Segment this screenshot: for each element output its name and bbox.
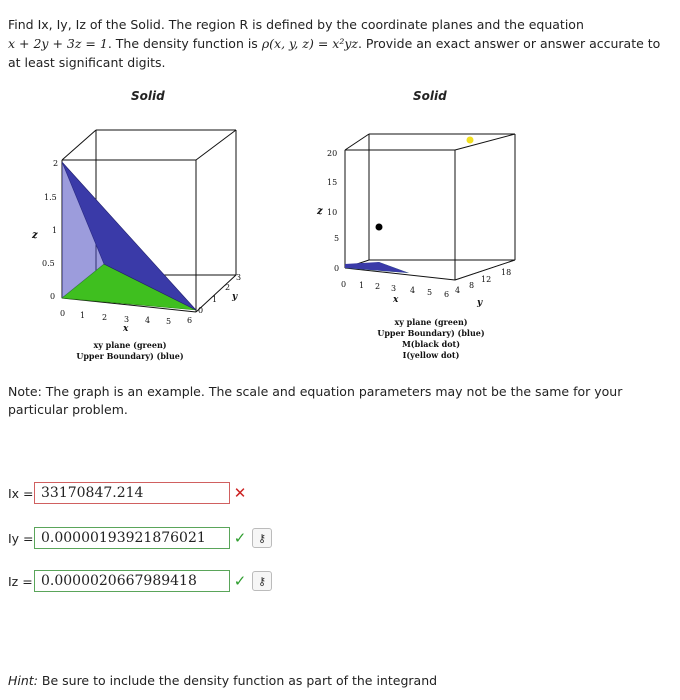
- left-legend-line-1: xy plane (green): [93, 340, 167, 350]
- right-legend-line-4: I(yellow dot): [402, 350, 460, 360]
- right-x-tick: 2: [375, 282, 381, 291]
- left-z-tick: 1.5: [44, 193, 57, 202]
- right-y-tick: 8: [469, 281, 475, 290]
- left-y-tick: 3: [236, 273, 242, 282]
- left-z-tick: 0: [50, 292, 56, 301]
- answer-row-ix: [8, 480, 250, 506]
- right-y-tick: 4: [455, 286, 461, 295]
- left-x-tick: 2: [102, 313, 108, 322]
- black-dot-icon: [376, 224, 383, 231]
- problem-equation: x + 2y + 3z = 1: [8, 36, 108, 51]
- graph-note: Note: The graph is an example. The scale and equation parameters may not be the same for your particular problem.: [8, 384, 623, 417]
- right-z-tick: 10: [327, 208, 338, 217]
- right-x-axis-label: x: [393, 295, 399, 305]
- right-y-tick: 18: [501, 268, 512, 277]
- right-x-tick: 5: [427, 288, 433, 297]
- right-legend-line-1: xy plane (green): [394, 317, 468, 327]
- right-y-axis-label: y: [477, 298, 483, 308]
- left-x-tick: 6: [187, 316, 193, 325]
- checkmark-icon: ✓: [233, 572, 247, 590]
- right-x-tick: 1: [359, 281, 365, 290]
- density-lead: . The density function is: [107, 36, 258, 51]
- left-x-tick: 0: [60, 309, 66, 318]
- right-z-tick: 15: [327, 178, 338, 187]
- problem-statement: [8, 15, 672, 72]
- key-icon[interactable]: ⚷: [252, 571, 272, 591]
- hint: [8, 673, 437, 688]
- left-plot-title: Solid: [131, 89, 165, 103]
- answer-row-iy: [8, 525, 272, 551]
- right-z-tick: 20: [327, 149, 338, 158]
- left-z-tick: 0.5: [42, 259, 55, 268]
- right-legend-line-2: Upper Boundary) (blue): [377, 328, 485, 338]
- left-y-tick: 1: [212, 295, 218, 304]
- answer-row-iz: [8, 568, 272, 594]
- right-x-tick: 0: [341, 280, 347, 289]
- problem-tail: . Provide an exact answer or answer accurate to at least significant digits.: [8, 36, 661, 70]
- iz-input[interactable]: 0.0000020667989418: [34, 570, 230, 592]
- left-x-tick: 5: [166, 317, 172, 326]
- iy-input[interactable]: 0.000001939218760​21: [34, 527, 230, 549]
- left-x-tick: 4: [145, 316, 151, 325]
- x-mark-icon: ✕: [233, 484, 247, 502]
- left-legend-line-2: Upper Boundary) (blue): [76, 351, 184, 361]
- left-solid-plot: [20, 110, 260, 370]
- right-y-tick: 12: [481, 275, 492, 284]
- right-z-tick: 5: [334, 234, 340, 243]
- left-x-tick: 3: [124, 315, 130, 324]
- ix-input[interactable]: 33170847.214: [34, 482, 230, 504]
- left-z-axis-label: z: [32, 230, 38, 241]
- right-legend-line-3: M(black dot): [401, 339, 461, 349]
- checkmark-icon: ✓: [233, 529, 247, 547]
- key-icon[interactable]: ⚷: [252, 528, 272, 548]
- left-y-axis-label: y: [232, 292, 238, 302]
- left-z-tick: 2: [53, 159, 59, 168]
- problem-line-1: Find Ix, Iy, Iz of the Solid. The region R is defined by the coordinate planes and the equation: [8, 17, 584, 32]
- right-x-tick: 4: [410, 286, 416, 295]
- right-x-tick: 3: [391, 284, 397, 293]
- left-x-tick: 1: [80, 311, 86, 320]
- right-solid-plot: [305, 110, 545, 370]
- right-z-axis-label: z: [317, 206, 323, 217]
- yellow-dot-icon: [467, 137, 474, 144]
- left-x-axis-label: x: [123, 324, 129, 334]
- left-z-tick: 1: [52, 226, 58, 235]
- hint-prefix: Hint:: [8, 673, 38, 688]
- left-y-tick: 0: [198, 306, 204, 315]
- density-function: ρ(x, y, z) = x²yz: [261, 36, 358, 51]
- right-plot-title: Solid: [413, 89, 447, 103]
- hint-text: Be sure to include the density function as part of the integrand: [37, 673, 438, 688]
- iz-label: Iz =: [8, 573, 33, 589]
- ix-label: Ix =: [8, 485, 34, 501]
- right-z-tick: 0: [334, 264, 340, 273]
- iy-label: Iy =: [8, 530, 34, 546]
- right-x-tick: 6: [444, 290, 450, 299]
- left-y-tick: 2: [225, 283, 231, 292]
